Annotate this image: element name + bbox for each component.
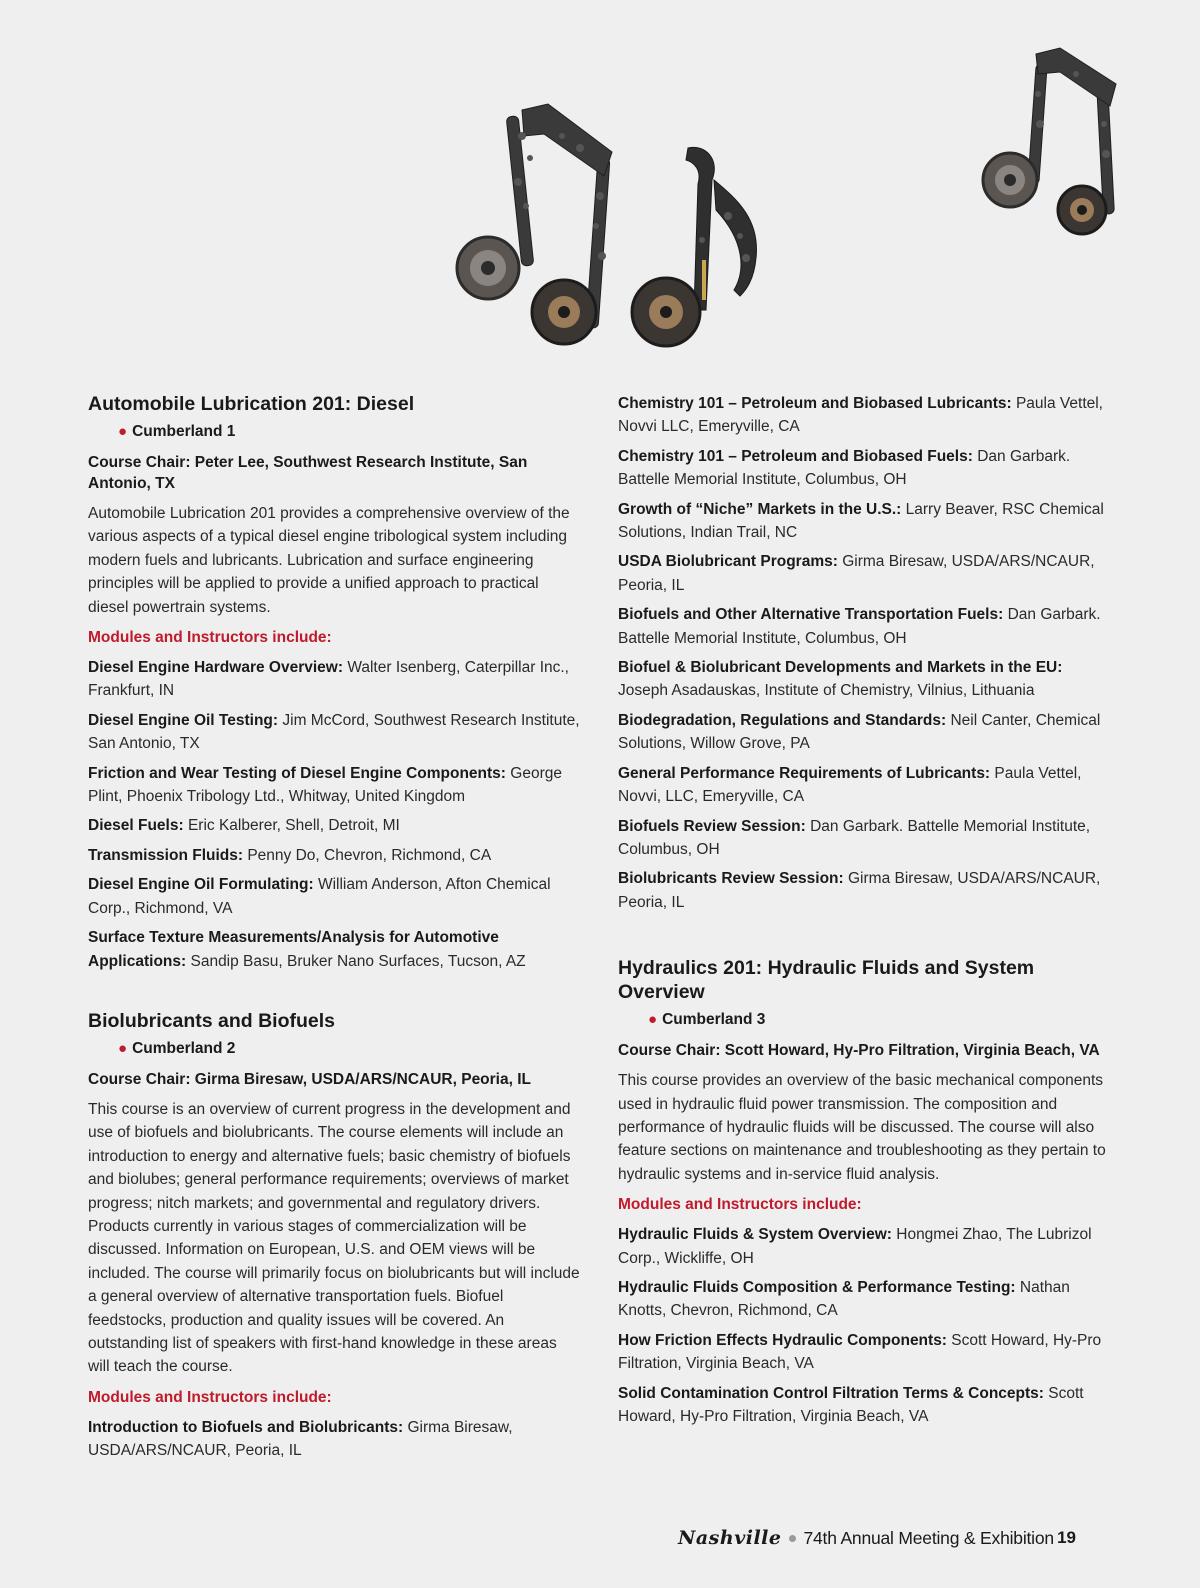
module-item: Diesel Fuels: Eric Kalberer, Shell, Detroit, MI	[88, 817, 400, 835]
bullet-dot-icon: ●	[118, 1039, 128, 1057]
course-description: This course provides an overview of the basic mechanical components used in hydraulic fluid power transmission. The composition and performance of hydraulic fluids will be discussed. The course will also feature sections on maintenance and troubleshooting as they pertain to hydraulic systems and in-service fluid analysis.	[618, 1072, 1106, 1183]
module-item: Biolubricants Review Session: Girma Biresaw, USDA/ARS/NCAUR, Peoria, IL	[618, 870, 1101, 911]
module-item: Diesel Engine Oil Testing: Jim McCord, Southwest Research Institute, San Antonio, TX	[88, 711, 580, 753]
modules-heading: Modules and Instructors include:	[88, 629, 332, 647]
music-note-parts-icon	[980, 44, 1130, 236]
course-chair: Course Chair: Girma Biresaw, USDA/ARS/NCAUR, Peoria, IL	[88, 1070, 531, 1088]
course-chair: Course Chair: Scott Howard, Hy-Pro Filtration, Virginia Beach, VA	[618, 1042, 1100, 1060]
module-list	[88, 656, 582, 973]
course-chair: Course Chair: Peter Lee, Southwest Research Institute, San Antonio, TX	[88, 454, 528, 492]
room-label: ● Cumberland 2	[118, 1039, 236, 1057]
page-number: 19	[1057, 1528, 1076, 1547]
page-footer	[678, 1524, 1098, 1552]
course-title: Automobile Lubrication 201: Diesel	[88, 393, 415, 415]
course-title: Hydraulics 201: Hydraulic Fluids and System Overview	[618, 957, 1035, 1004]
bullet-dot-icon: ●	[648, 1011, 658, 1029]
module-item: Biofuels Review Session: Dan Garbark. Battelle Memorial Institute, Columbus, OH	[618, 817, 1091, 858]
module-list	[618, 1223, 1114, 1428]
module-item: Hydraulic Fluids Composition & Performance Testing: Nathan Knotts, Chevron, Richmond, CA	[618, 1278, 1070, 1320]
module-item: Chemistry 101 – Petroleum and Biobased Lubricants: Paula Vettel, Novvi LLC, Emeryville, CA	[618, 395, 1103, 436]
module-item: Surface Texture Measurements/Analysis for Automotive Applications: Sandip Basu, Bruker Nano Surfaces, Tucson, AZ	[88, 929, 526, 970]
module-item: General Performance Requirements of Lubricants: Paula Vettel, Novvi, LLC, Emeryville, CA	[618, 764, 1082, 806]
course-biolubricants-biofuels	[88, 1009, 582, 1463]
module-item: Diesel Engine Oil Formulating: William Anderson, Afton Chemical Corp., Richmond, VA	[88, 876, 551, 917]
room-label: ● Cumberland 1	[118, 423, 236, 440]
bullet-dot-icon: ●	[118, 423, 128, 440]
module-item: Transmission Fluids: Penny Do, Chevron, Richmond, CA	[88, 846, 492, 864]
module-item: Hydraulic Fluids & System Overview: Hongmei Zhao, The Lubrizol Corp., Wickliffe, OH	[618, 1226, 1092, 1267]
module-item: Growth of “Niche” Markets in the U.S.: Larry Beaver, RSC Chemical Solutions, Indian Trail, NC	[618, 500, 1104, 542]
course-description: Automobile Lubrication 201 provides a comprehensive overview of the various aspects of a typical diesel engine tribological system including modern fuels and lubricants. Lubrication and surface engineering principles will be applied to provide a unified approach to practical diesel powertrain systems.	[88, 505, 570, 616]
footer-city: Nashville	[678, 1527, 782, 1549]
modules-heading: Modules and Instructors include:	[618, 1196, 862, 1214]
module-list-continued	[618, 392, 1114, 914]
course-title: Biolubricants and Biofuels	[88, 1009, 336, 1032]
module-item: Friction and Wear Testing of Diesel Engine Components: George Plint, Phoenix Tribology Ltd., Whitway, United Kingdom	[88, 764, 562, 806]
module-item: USDA Biolubricant Programs: Girma Biresaw, USDA/ARS/NCAUR, Peoria, IL	[618, 553, 1095, 594]
module-item: Introduction to Biofuels and Biolubricants: Girma Biresaw, USDA/ARS/NCAUR, Peoria, IL	[88, 1418, 513, 1460]
room-label: ● Cumberland 3	[648, 1011, 766, 1029]
footer-dot-icon	[789, 1535, 796, 1542]
module-item: How Friction Effects Hydraulic Components: Scott Howard, Hy-Pro Filtration, Virginia Beach, VA	[618, 1331, 1102, 1373]
right-column	[618, 392, 1114, 1434]
course-description: This course is an overview of current progress in the development and use of biofuels and biolubricants. The course elements will include an introduction to energy and alternative fuels; basic chemistry of biofuels and biolubes; general performance requirements; overviews of market progress; nitch markets; and governmental and regulatory drivers. Products currently in various stages of commercialization will be discussed. Information on European, U.S. and OEM views will be included. The course will primarily focus on biolubricants but will include a general overview of alternative transportation fuels. Biofuel feedstocks, production and quality issues will be covered. An outstanding list of speakers with first-hand knowledge in these areas will teach the course.	[88, 1100, 580, 1376]
course-hydraulics	[618, 956, 1114, 1428]
module-item: Biofuels and Other Alternative Transportation Fuels: Dan Garbark. Battelle Memorial Institute, Columbus, OH	[618, 606, 1101, 647]
module-item: Biodegradation, Regulations and Standards: Neil Canter, Chemical Solutions, Willow Grove, PA	[618, 711, 1101, 753]
modules-heading: Modules and Instructors include:	[88, 1388, 332, 1406]
music-note-parts-icon	[452, 96, 634, 346]
module-list	[88, 1416, 582, 1463]
left-column	[88, 392, 582, 1469]
module-item: Diesel Engine Hardware Overview: Walter Isenberg, Caterpillar Inc., Frankfurt, IN	[88, 659, 569, 700]
course-automobile-lubrication	[88, 392, 582, 973]
module-item: Biofuel & Biolubricant Developments and Markets in the EU: Joseph Asadauskas, Institute of Chemistry, Vilnius, Lithuania	[618, 659, 1063, 700]
module-item: Chemistry 101 – Petroleum and Biobased Fuels: Dan Garbark. Battelle Memorial Institute, Columbus, OH	[618, 447, 1071, 489]
music-note-parts-icon	[628, 140, 768, 350]
module-item: Solid Contamination Control Filtration Terms & Concepts: Scott Howard, Hy-Pro Filtration, Virginia Beach, VA	[618, 1384, 1084, 1425]
footer-event: 74th Annual Meeting & Exhibition	[803, 1527, 1054, 1548]
